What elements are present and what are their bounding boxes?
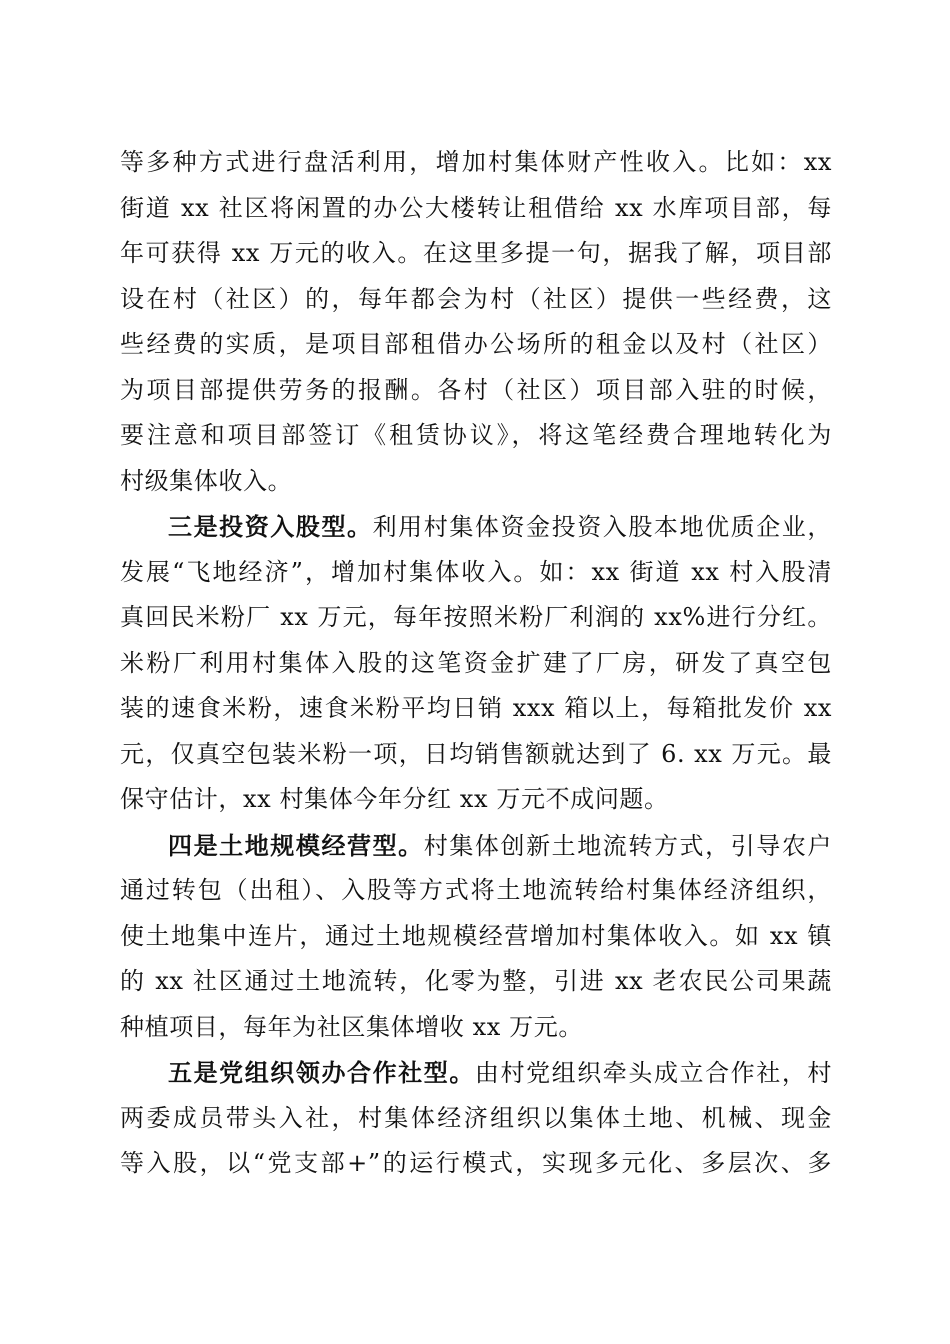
text-line: 两委成员带头入社，村集体经济组织以集体土地、机械、现金 bbox=[120, 1103, 832, 1132]
paragraph-3 bbox=[120, 823, 832, 1051]
text-line bbox=[120, 1050, 832, 1096]
text-line: 通过转包（出租）、入股等方式将土地流转给村集体经济组织， bbox=[120, 876, 832, 904]
text-fragment: 村集体创新土地流转方式，引导农户 bbox=[423, 831, 832, 860]
text-fragment: 利用村集体资金投资入股本地优质企业， bbox=[372, 513, 832, 541]
text-line: 使土地集中连片，通过土地规模经营增加村集体收入。如 xx 镇 bbox=[120, 921, 832, 950]
text-line: 等多种方式进行盘活利用，增加村集体财产性收入。比如：xx bbox=[120, 148, 832, 176]
paragraph-4 bbox=[120, 1050, 832, 1187]
text-line: 街道 xx 社区将闲置的办公大楼转让租借给 xx 水库项目部，每 bbox=[120, 193, 832, 222]
text-line: 设在村（社区）的，每年都会为村（社区）提供一些经费，这 bbox=[120, 284, 832, 313]
text-line: 些经费的实质，是项目部租借办公场所的租金以及村（社区） bbox=[120, 330, 832, 358]
text-line: 的 xx 社区通过土地流转，化零为整，引进 xx 老农民公司果蔬 bbox=[120, 967, 832, 995]
text-fragment: 由村党组织牵头成立合作社，村 bbox=[474, 1059, 833, 1087]
text-line: 种植项目，每年为社区集体增收 xx 万元。 bbox=[120, 1012, 583, 1041]
text-line: 年可获得 xx 万元的收入。在这里多提一句，据我了解，项目部 bbox=[120, 239, 832, 267]
text-line: 保守估计，xx 村集体今年分红 xx 万元不成问题。 bbox=[120, 785, 669, 813]
text-line: 装的速食米粉，速食米粉平均日销 xxx 箱以上，每箱批发价 xx bbox=[120, 694, 832, 722]
text-line: 元，仅真空包装米粉一项，日均销售额就达到了 6. xx 万元。最 bbox=[120, 739, 832, 768]
text-line: 真回民米粉厂 xx 万元，每年按照米粉厂利润的 xx%进行分红。 bbox=[120, 603, 832, 631]
paragraph-2 bbox=[120, 504, 832, 823]
paragraph-1 bbox=[120, 140, 832, 504]
text-line bbox=[120, 504, 832, 550]
text-line: 要注意和项目部签订《租赁协议》，将这笔经费合理地转化为 bbox=[120, 421, 832, 449]
text-line: 发展“飞地经济”，增加村集体收入。如：xx 街道 xx 村入股清 bbox=[120, 557, 832, 586]
text-line bbox=[120, 823, 832, 869]
text-line: 为项目部提供劳务的报酬。各村（社区）项目部入驻的时候， bbox=[120, 375, 832, 404]
paragraph-lead: 四是土地规模经营型。 bbox=[168, 830, 424, 860]
paragraph-lead: 五是党组织领办合作社型。 bbox=[168, 1058, 475, 1087]
paragraph-lead: 三是投资入股型。 bbox=[168, 512, 373, 541]
text-line: 米粉厂利用村集体入股的这笔资金扩建了厂房，研发了真空包 bbox=[120, 648, 832, 677]
document-body bbox=[120, 140, 832, 1187]
text-line: 村级集体收入。 bbox=[120, 466, 293, 495]
text-line: 等入股，以“党支部+”的运行模式，实现多元化、多层次、多 bbox=[120, 1149, 832, 1177]
